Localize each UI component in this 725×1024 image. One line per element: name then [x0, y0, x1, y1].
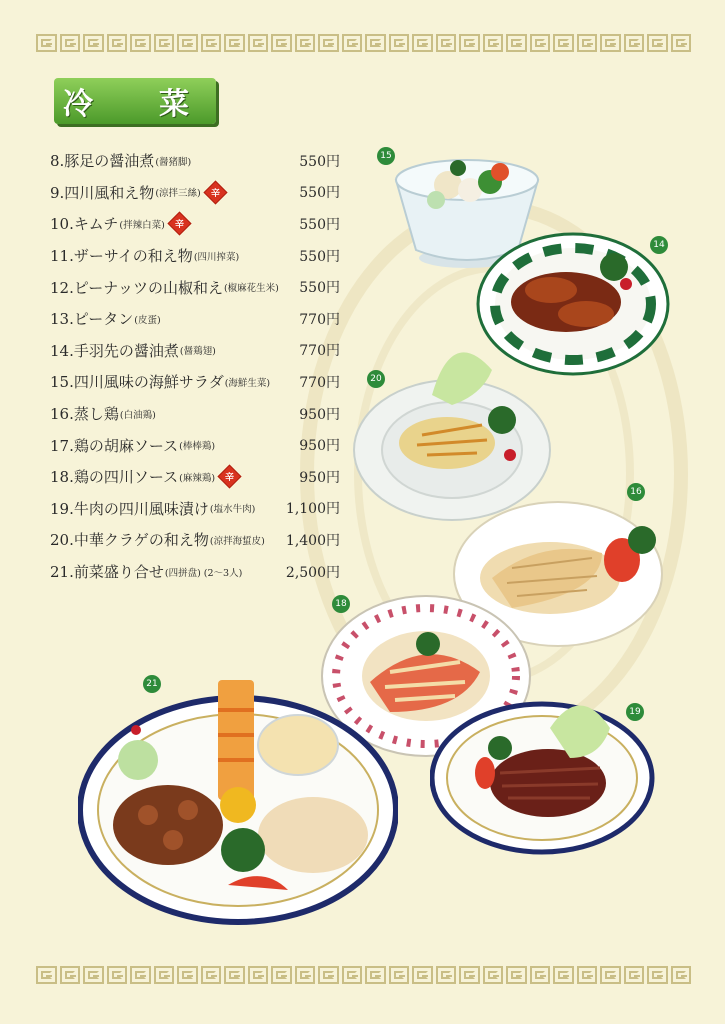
fret-tile	[530, 34, 551, 52]
fret-tile	[154, 34, 175, 52]
fret-tile	[389, 34, 410, 52]
item-price: 550円	[299, 280, 340, 297]
menu-item	[50, 398, 340, 430]
fret-tile	[318, 34, 339, 52]
item-chinese-name: (塩水牛肉)	[209, 504, 256, 516]
menu-item	[50, 556, 340, 588]
fret-tile	[177, 966, 198, 984]
fret-tile	[459, 34, 480, 52]
item-name: 18.鶏の四川ソース	[50, 468, 179, 487]
item-chinese-name: (棒棒鶏)	[179, 441, 216, 453]
item-price: 550円	[299, 153, 340, 170]
fret-tile	[412, 966, 433, 984]
fret-tile	[295, 34, 316, 52]
fret-tile	[318, 966, 339, 984]
photo-number-badge: 19	[626, 703, 644, 721]
fret-tile	[671, 34, 692, 52]
section-title: 冷 菜	[54, 78, 216, 124]
photo-number-badge: 15	[377, 147, 395, 165]
fret-tile	[459, 966, 480, 984]
item-price: 1,100円	[285, 501, 340, 518]
fret-tile	[36, 966, 57, 984]
fret-tile	[130, 34, 151, 52]
fret-tile	[577, 966, 598, 984]
item-chinese-name: (白油鶏)	[119, 409, 156, 421]
fret-tile	[553, 966, 574, 984]
fret-tile	[36, 34, 57, 52]
menu-item	[50, 366, 340, 398]
menu-item	[50, 177, 340, 209]
item-chinese-name: (椒麻花生米)	[223, 283, 279, 295]
dish-photo-19-plate	[430, 688, 655, 856]
photo-number-badge: 18	[332, 595, 350, 613]
fret-tile	[271, 34, 292, 52]
fret-tile	[671, 966, 692, 984]
fret-tile	[530, 966, 551, 984]
menu-item	[50, 208, 340, 240]
item-price: 950円	[299, 469, 340, 486]
menu-item	[50, 271, 340, 303]
photo-number-badge: 14	[650, 236, 668, 254]
fret-tile	[342, 966, 363, 984]
item-price: 1,400円	[285, 532, 340, 549]
fret-tile	[365, 966, 386, 984]
item-price: 770円	[299, 374, 340, 391]
item-chinese-name: (四川搾菜)	[193, 251, 240, 263]
item-price: 2,500円	[285, 564, 340, 581]
fret-tile	[506, 34, 527, 52]
fret-tile	[412, 34, 433, 52]
fret-tile	[577, 34, 598, 52]
item-name: 10.キムチ	[50, 215, 119, 234]
item-name: 21.前菜盛り合せ	[50, 563, 164, 582]
fret-tile	[624, 966, 645, 984]
fret-tile	[342, 34, 363, 52]
item-price: 550円	[299, 248, 340, 265]
item-chinese-name: (麻辣鶏)	[179, 472, 216, 484]
item-name: 17.鶏の胡麻ソース	[50, 436, 179, 455]
dish-photo-20-glass-plate	[352, 325, 552, 525]
spicy-icon: 辛	[218, 465, 242, 489]
top-fret-border	[36, 34, 691, 54]
fret-tile	[107, 966, 128, 984]
fret-tile	[600, 966, 621, 984]
fret-tile	[83, 34, 104, 52]
item-name: 15.四川風味の海鮮サラダ	[50, 373, 224, 392]
item-price: 770円	[299, 343, 340, 360]
fret-tile	[248, 34, 269, 52]
item-chinese-name: (拌辣白菜)	[119, 219, 165, 231]
fret-tile	[295, 966, 316, 984]
menu-item	[50, 461, 340, 493]
fret-tile	[271, 966, 292, 984]
item-chinese-name: (涼拌海蜇皮)	[209, 535, 265, 547]
menu-item	[50, 524, 340, 556]
menu-item	[50, 335, 340, 367]
menu-item	[50, 145, 340, 177]
fret-tile	[60, 34, 81, 52]
item-price: 950円	[299, 438, 340, 455]
fret-tile	[553, 34, 574, 52]
spicy-icon: 辛	[167, 212, 191, 236]
item-chinese-name: (涼拌三絲)	[155, 188, 201, 200]
item-chinese-name: (醤鶏翅)	[179, 346, 216, 358]
item-name: 12.ピーナッツの山椒和え	[50, 278, 223, 297]
item-name: 8.豚足の醤油煮	[50, 152, 155, 171]
fret-tile	[177, 34, 198, 52]
menu-item	[50, 493, 340, 525]
fret-tile	[83, 966, 104, 984]
fret-tile	[224, 34, 245, 52]
item-chinese-name: (皮蛋)	[134, 314, 161, 326]
item-chinese-name: (海鮮生菜)	[224, 377, 271, 389]
item-name: 11.ザーサイの和え物	[50, 247, 193, 266]
fret-tile	[647, 34, 668, 52]
fret-tile	[248, 966, 269, 984]
item-name: 20.中華クラゲの和え物	[50, 531, 209, 550]
fret-tile	[130, 966, 151, 984]
fret-tile	[483, 34, 504, 52]
fret-tile	[224, 966, 245, 984]
bottom-fret-border	[36, 966, 691, 986]
fret-tile	[365, 34, 386, 52]
menu-list	[50, 145, 340, 587]
item-name: 14.手羽先の醤油煮	[50, 341, 179, 360]
item-price: 950円	[299, 406, 340, 423]
item-chinese-name: (醤猪脚)	[155, 156, 192, 168]
item-name: 9.四川風和え物	[50, 183, 155, 202]
fret-tile	[389, 966, 410, 984]
photo-number-badge: 16	[627, 483, 645, 501]
item-price: 550円	[299, 216, 340, 233]
menu-item	[50, 240, 340, 272]
photo-number-badge: 20	[367, 370, 385, 388]
fret-tile	[436, 966, 457, 984]
item-name: 16.蒸し鶏	[50, 405, 119, 424]
fret-tile	[60, 966, 81, 984]
dish-photo-21-platter	[78, 650, 398, 928]
fret-tile	[201, 966, 222, 984]
fret-tile	[154, 966, 175, 984]
fret-tile	[201, 34, 222, 52]
fret-tile	[436, 34, 457, 52]
menu-item	[50, 429, 340, 461]
fret-tile	[483, 966, 504, 984]
fret-tile	[600, 34, 621, 52]
fret-tile	[107, 34, 128, 52]
fret-tile	[624, 34, 645, 52]
fret-tile	[506, 966, 527, 984]
menu-item	[50, 303, 340, 335]
item-name: 13.ピータン	[50, 310, 134, 329]
item-price: 550円	[299, 185, 340, 202]
item-chinese-name: (四拼盘) (2～3人)	[164, 567, 243, 579]
fret-tile	[647, 966, 668, 984]
photo-number-badge: 21	[143, 675, 161, 693]
item-name: 19.牛肉の四川風味漬け	[50, 499, 209, 518]
spicy-icon: 辛	[203, 180, 227, 204]
item-price: 770円	[299, 311, 340, 328]
